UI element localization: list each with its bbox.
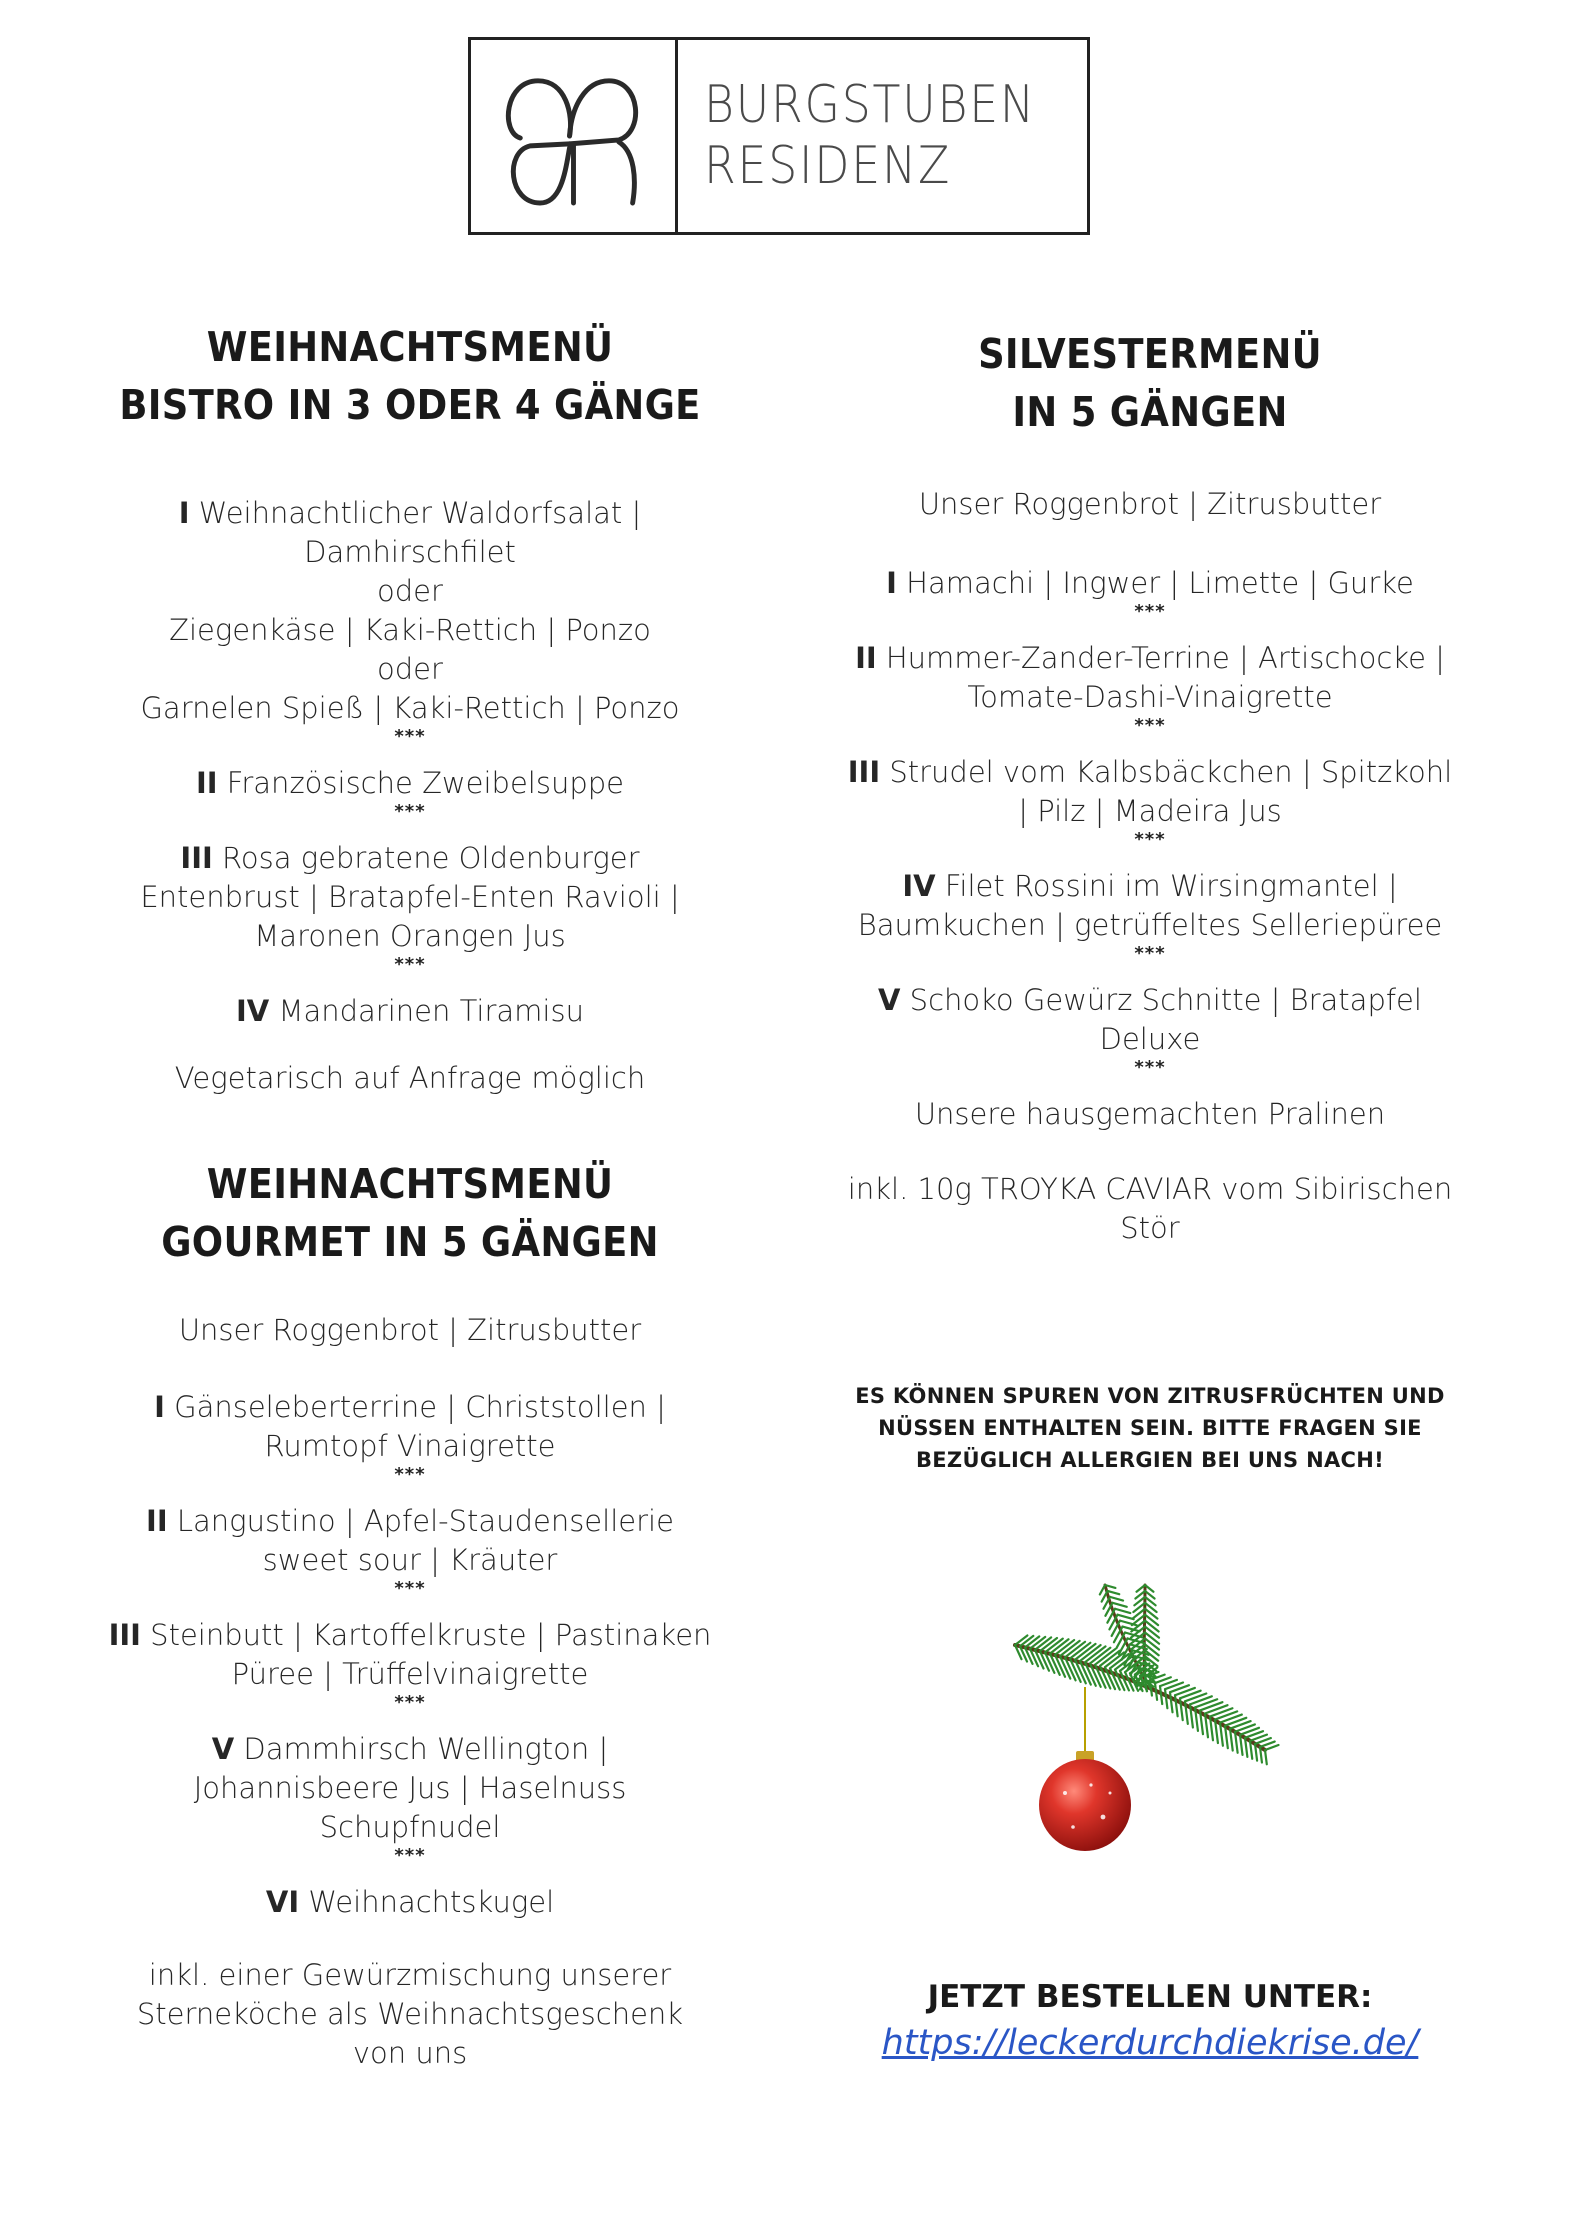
- bistro-course-3: [60, 839, 760, 878]
- course-number: II: [146, 1504, 168, 1538]
- gourmet-course-4-line2: Johannisbeere Jus | Haselnuss: [193, 1771, 627, 1805]
- allergy-line3: BEZÜGLICH ALLERGIEN BEI UNS NACH!: [915, 1448, 1384, 1472]
- bistro-course-3-line2: Entenbrust | Bratapfel-Enten Ravioli |: [140, 880, 680, 914]
- course-number: III: [108, 1618, 141, 1652]
- course-separator: ***: [1134, 715, 1166, 736]
- course-separator: ***: [1134, 829, 1166, 850]
- silvester-course-4-line2: Baumkuchen | getrüffeltes Selleriepüree: [857, 908, 1443, 942]
- allergy-notice: [800, 1380, 1500, 1476]
- br-monogram-icon: [471, 40, 678, 232]
- bistro-course-1: [60, 494, 760, 533]
- bistro-alternative-2: Garnelen Spieß | Kaki-Rettich | Ponzo: [140, 691, 680, 725]
- course-text: Französische Zweibelsuppe: [217, 766, 625, 800]
- course-number: IV: [236, 994, 270, 1028]
- order-section: [800, 1975, 1500, 2067]
- silvester-course-1: [800, 564, 1500, 603]
- course-separator: ***: [394, 1692, 426, 1713]
- course-number: II: [195, 766, 218, 800]
- course-separator: ***: [1134, 1057, 1166, 1078]
- gourmet-course-4-line3: Schupfnudel: [319, 1810, 501, 1844]
- course-separator: ***: [394, 1464, 426, 1485]
- gourmet-title-line2: GOURMET IN 5 GÄNGEN: [161, 1218, 659, 1266]
- gourmet-extra-line2: Sterneköche als Weihnachtsgeschenk: [136, 1997, 684, 2031]
- brand-name-line2: RESIDENZ: [704, 136, 952, 196]
- silvester-course-5-line2: Deluxe: [1099, 1022, 1201, 1056]
- course-text: Strudel vom Kalbsbäckchen | Spitzkohl: [880, 755, 1453, 789]
- course-text: Mandarinen Tiramisu: [269, 994, 584, 1028]
- brand-logo: [468, 37, 1090, 235]
- order-link[interactable]: https://leckerdurchdiekrise.de/: [881, 2023, 1419, 2063]
- course-separator: ***: [1134, 601, 1166, 622]
- bistro-menu: [60, 318, 760, 1098]
- silvester-course-3-line2: | Pilz | Madeira Jus: [1018, 794, 1282, 828]
- bistro-title-line1: WEIHNACHTSMENÜ: [206, 323, 614, 371]
- gourmet-course-3: [60, 1616, 760, 1655]
- course-number: VI: [265, 1885, 300, 1919]
- silvester-course-3: [800, 753, 1500, 792]
- course-text: Hummer-Zander-Terrine | Artischocke |: [876, 641, 1445, 675]
- order-title: JETZT BESTELLEN UNTER:: [927, 1979, 1373, 2015]
- course-text: Steinbutt | Kartoffelkruste | Pastinaken: [140, 1618, 712, 1652]
- gourmet-bread: Unser Roggenbrot | Zitrusbutter: [178, 1313, 642, 1347]
- silvester-title-line2: IN 5 GÄNGEN: [1012, 388, 1288, 436]
- bistro-course-1-line2: Damhirschfilet: [304, 535, 516, 569]
- course-number: IV: [902, 869, 936, 903]
- christmas-bauble-icon: [1039, 1759, 1131, 1851]
- vegetarian-note: Vegetarisch auf Anfrage möglich: [174, 1061, 646, 1095]
- gourmet-title: [60, 1155, 760, 1271]
- gourmet-course-1-line2: Rumtopf Vinaigrette: [264, 1429, 556, 1463]
- silvester-course-2: [800, 639, 1500, 678]
- brand-name-line1: BURGSTUBEN: [704, 74, 1036, 135]
- course-number: III: [847, 755, 881, 789]
- course-separator: ***: [394, 726, 426, 747]
- course-text: Filet Rossini im Wirsingmantel |: [935, 869, 1398, 903]
- silvester-course-4: [800, 867, 1500, 906]
- silvester-title: [800, 325, 1500, 441]
- bistro-course-2: [60, 764, 760, 803]
- course-number: I: [178, 496, 190, 530]
- course-text: Schoko Gewürz Schnitte | Bratapfel: [900, 983, 1422, 1017]
- bistro-course-4: [60, 992, 760, 1031]
- gourmet-course-3-line2: Püree | Trüffelvinaigrette: [231, 1657, 589, 1691]
- gourmet-course-5: [60, 1883, 760, 1922]
- brand-name: [678, 40, 1087, 232]
- gourmet-menu: [60, 1155, 760, 2073]
- course-separator: ***: [394, 954, 426, 975]
- course-text: Rosa gebratene Oldenburger: [212, 841, 640, 875]
- course-text: Gänseleberterrine | Christstollen |: [164, 1390, 666, 1424]
- course-separator: ***: [394, 1578, 426, 1599]
- silvester-caviar-line1: inkl. 10g TROYKA CAVIAR vom Sibirischen: [847, 1172, 1453, 1206]
- course-number: V: [878, 983, 901, 1017]
- silvester-caviar-line2: Stör: [1120, 1211, 1180, 1245]
- course-separator: ***: [394, 1845, 426, 1866]
- fir-branch-with-bauble-icon: [995, 1565, 1285, 1865]
- silvester-menu: [800, 325, 1500, 1248]
- course-text: Dammhirsch Wellington |: [234, 1732, 609, 1766]
- course-separator: ***: [1134, 943, 1166, 964]
- gourmet-course-1: [60, 1388, 760, 1427]
- silvester-course-5: [800, 981, 1500, 1020]
- bistro-title: [60, 318, 760, 434]
- allergy-line1: ES KÖNNEN SPUREN VON ZITRUSFRÜCHTEN UND: [855, 1384, 1445, 1408]
- gourmet-title-line1: WEIHNACHTSMENÜ: [206, 1160, 614, 1208]
- gourmet-course-2: [60, 1502, 760, 1541]
- gourmet-course-2-line2: sweet sour | Kräuter: [262, 1543, 558, 1577]
- course-text: Hamachi | Ingwer | Limette | Gurke: [896, 566, 1414, 600]
- or-label: oder: [377, 652, 443, 686]
- silvester-course-2-line2: Tomate-Dashi-Vinaigrette: [967, 680, 1333, 714]
- or-label: oder: [377, 574, 443, 608]
- gourmet-extra-line3: von uns: [352, 2036, 468, 2070]
- course-number: I: [886, 566, 897, 600]
- bistro-course-3-line3: Maronen Orangen Jus: [254, 919, 566, 953]
- course-number: I: [154, 1390, 165, 1424]
- course-number: V: [211, 1732, 235, 1766]
- bistro-title-line2: BISTRO IN 3 ODER 4 GÄNGE: [119, 381, 701, 429]
- silvester-pralines: Unsere hausgemachten Pralinen: [914, 1097, 1386, 1131]
- allergy-line2: NÜSSEN ENTHALTEN SEIN. BITTE FRAGEN SIE: [878, 1416, 1422, 1440]
- course-number: III: [180, 841, 213, 875]
- gourmet-extra-line1: inkl. einer Gewürzmischung unserer: [148, 1958, 672, 1992]
- course-number: II: [855, 641, 877, 675]
- silvester-title-line1: SILVESTERMENÜ: [978, 330, 1322, 378]
- course-text: Langustino | Apfel-Staudensellerie: [167, 1504, 674, 1538]
- course-separator: ***: [394, 801, 426, 822]
- silvester-bread: Unser Roggenbrot | Zitrusbutter: [918, 487, 1382, 521]
- gourmet-course-4: [60, 1730, 760, 1769]
- course-text: Weihnachtlicher Waldorfsalat |: [189, 496, 642, 530]
- bistro-alternative-1: Ziegenkäse | Kaki-Rettich | Ponzo: [169, 613, 651, 647]
- course-text: Weihnachtskugel: [299, 1885, 555, 1919]
